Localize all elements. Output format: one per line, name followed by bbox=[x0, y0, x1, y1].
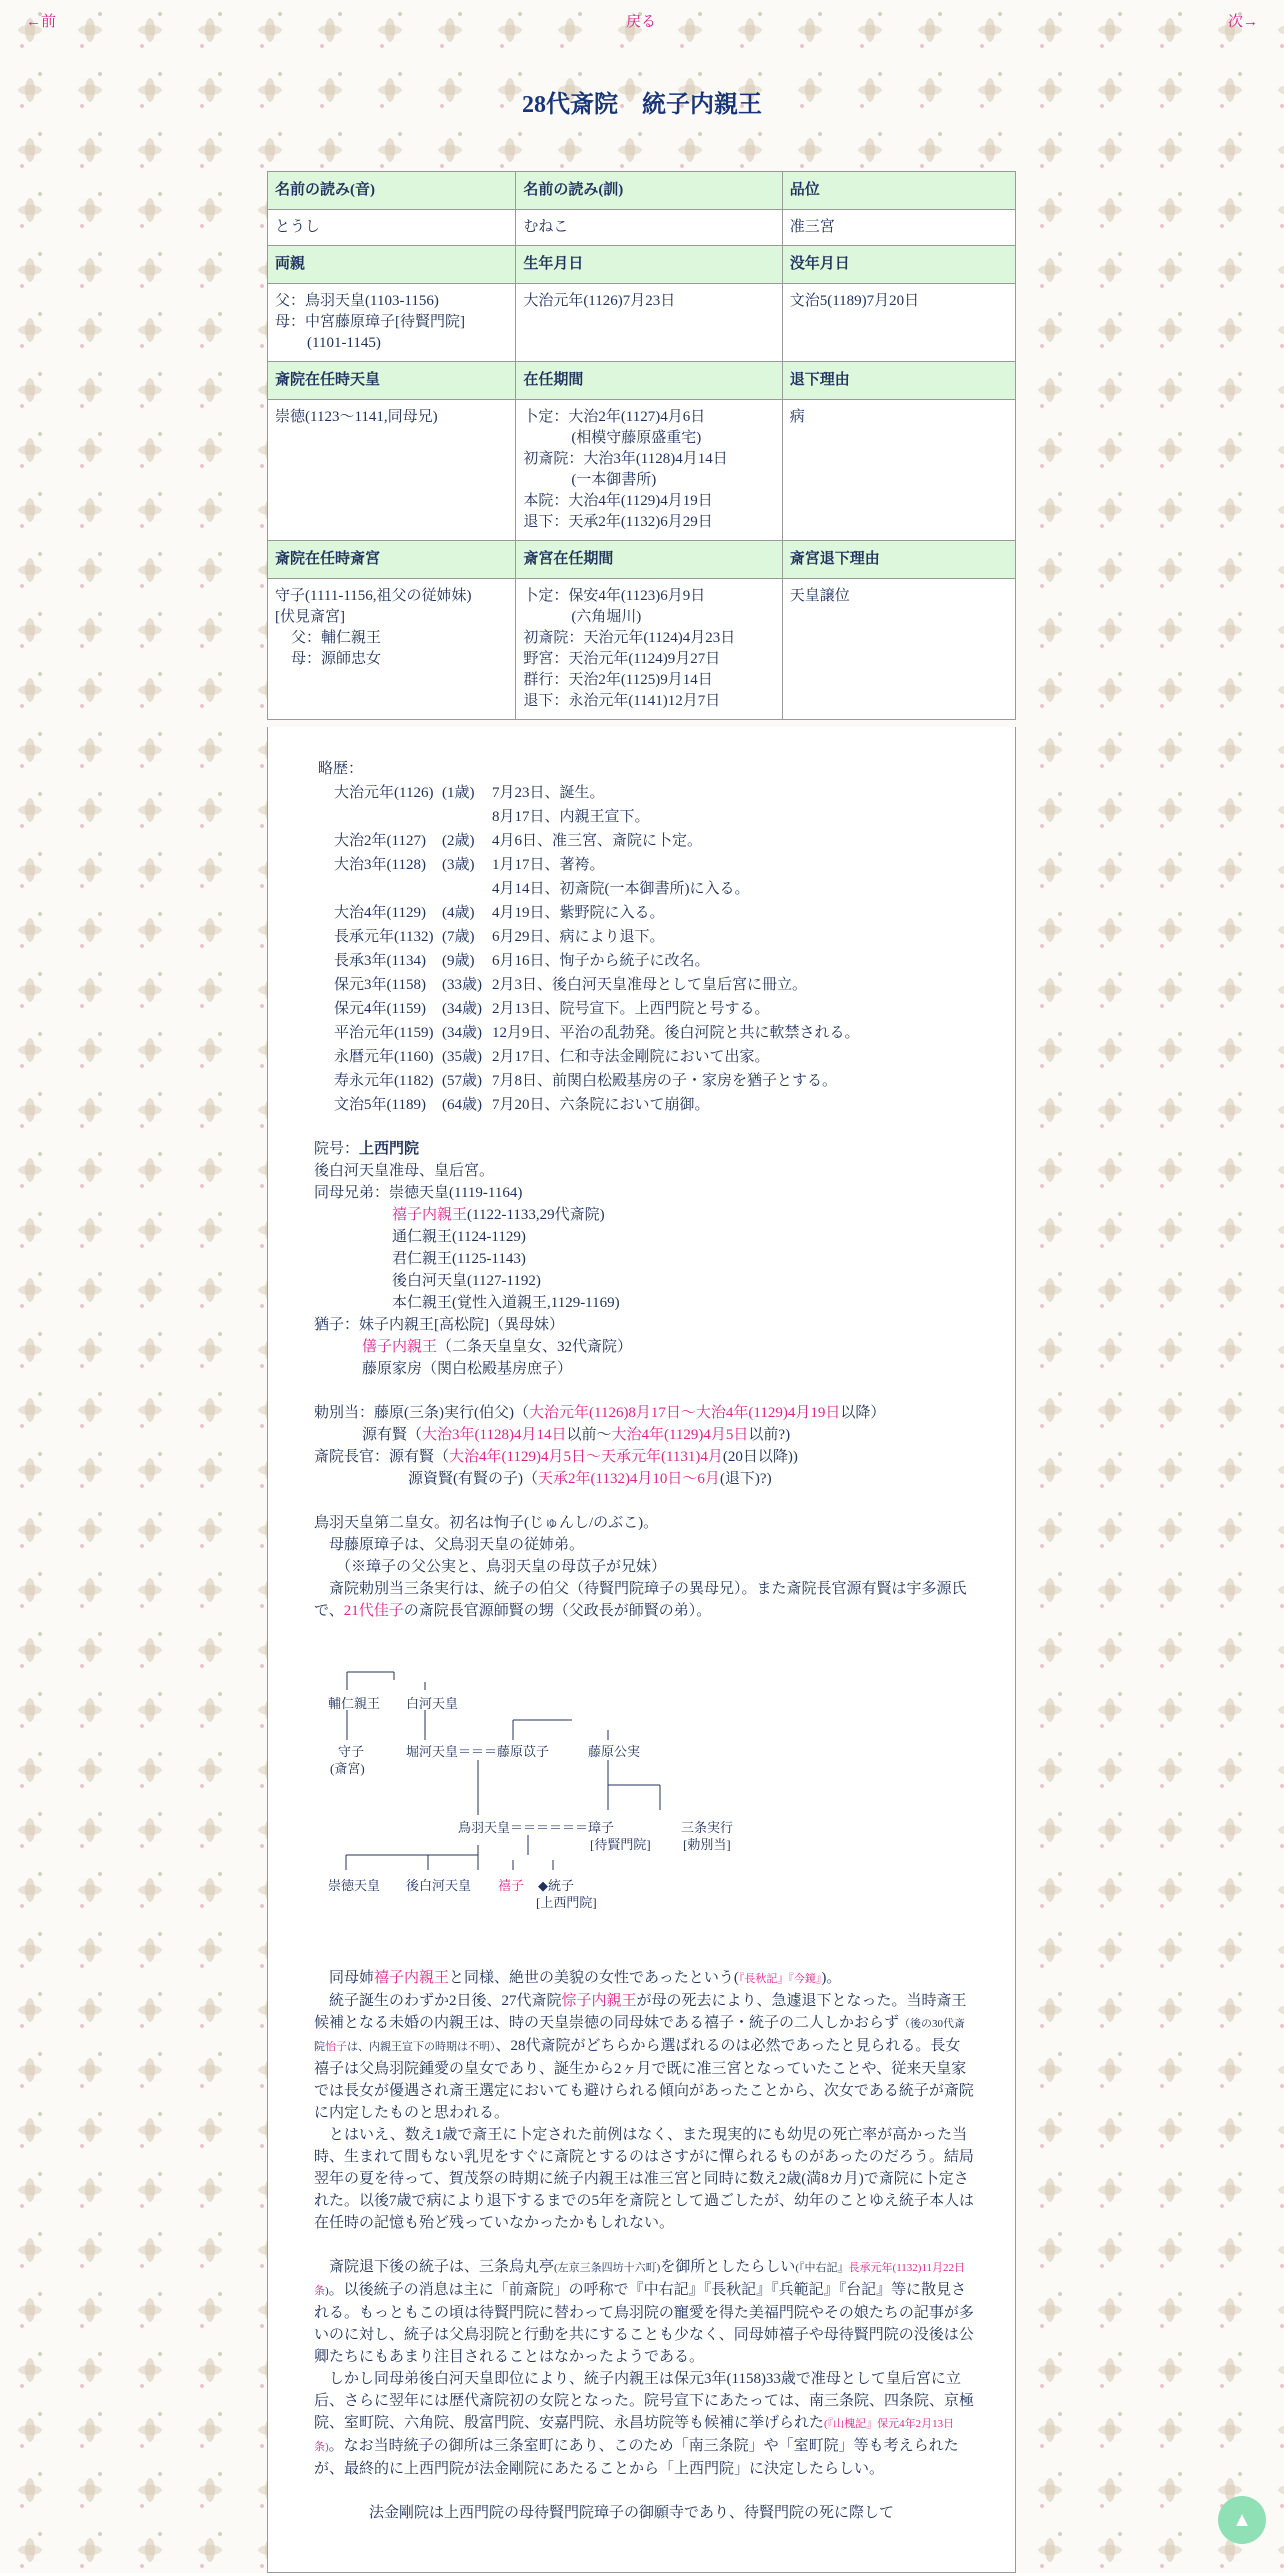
history-row bbox=[334, 998, 994, 1022]
period-line: 退下：天承2年(1132)6月29日 bbox=[523, 514, 713, 530]
sibling: 本仁親王(覚性入道親王,1129-1169) bbox=[392, 1295, 620, 1311]
saigu-line: 母：源師忠女 bbox=[291, 651, 382, 667]
intro-text: の斎院長官源師賢の甥（父政長が師賢の弟）。 bbox=[403, 1603, 712, 1619]
tree-node: 輔仁親王 bbox=[328, 1696, 381, 1711]
history-event: 7月23日、誕生。 bbox=[492, 785, 605, 801]
para-source: 『長秋記』『今鏡』 bbox=[738, 1973, 822, 1985]
para-3: とはいえ、数え1歳で斎王に卜定された前例はなく、また現実的にも幼児の死亡率が高かった当時、生まれて間もない乳児をすぐに斎院とするのはさすがに憚られるものがあったのだろう。結局翌年の夏を待って、賀茂祭の時期に統子内親王は准三宮と同時に数え2歳(満8カ月)で斎院に卜定された。以後7歳で病により退下するまでの5年を斎院として過ごしたが、幼年のことゆえ統子本人は在任時の記憶も殆ど残っていなかったかもしれない。 bbox=[314, 2127, 975, 2231]
tree-node: 三条実行 bbox=[681, 1820, 734, 1835]
betto-line-1 bbox=[314, 1402, 974, 1424]
tree-node: 藤原公実 bbox=[588, 1744, 641, 1759]
betto-line-3 bbox=[314, 1446, 974, 1468]
history-year: 大治2年(1127) bbox=[334, 833, 426, 849]
betto-line-4 bbox=[314, 1468, 974, 1490]
intro-link: 21代佳子 bbox=[343, 1603, 404, 1619]
history-age: (35歳) bbox=[442, 1049, 482, 1065]
name-on-value: とうし bbox=[268, 210, 516, 246]
betto-line-2 bbox=[314, 1424, 974, 1446]
yushi-highlight: 僐子内親王 bbox=[362, 1339, 438, 1355]
betto-text: 源有賢（ bbox=[362, 1427, 423, 1443]
arrow-up-icon: ▲ bbox=[1232, 2509, 1252, 2531]
para-note: （後の30代斎院 bbox=[314, 2018, 966, 2053]
para-source: 長承元年(1132)11月22日条 bbox=[314, 2262, 966, 2297]
para-5 bbox=[314, 2368, 974, 2480]
history-age: (3歳) bbox=[442, 857, 475, 873]
betto-text: 以前?) bbox=[748, 1427, 791, 1443]
back-link[interactable]: 戻る bbox=[626, 14, 657, 30]
betto-date: 大治元年(1126)8月17日～大治4年(1129)4月19日 bbox=[529, 1405, 841, 1421]
betto-text: (20日以降)) bbox=[722, 1449, 798, 1465]
saigu-period-line: 野宮：天治元年(1124)9月27日 bbox=[523, 651, 721, 667]
history-event: 6月16日、恂子から統子に改名。 bbox=[492, 953, 710, 969]
history-age: (9歳) bbox=[442, 953, 475, 969]
period-line: (一本御書所) bbox=[571, 472, 657, 488]
period-line: 初斎院：大治3年(1128)4月14日 bbox=[523, 451, 728, 467]
history-age: (1歳) bbox=[442, 785, 475, 801]
betto-date: 天承2年(1132)4月10日～6月 bbox=[538, 1471, 720, 1487]
period-line: 卜定：大治2年(1127)4月6日 bbox=[523, 409, 706, 425]
rank-value: 准三宮 bbox=[782, 210, 1015, 246]
history-age: (7歳) bbox=[442, 929, 475, 945]
tree-node: [勅別当] bbox=[683, 1837, 731, 1852]
header-emperor: 斎院在任時天皇 bbox=[268, 362, 516, 400]
history-age: (64歳) bbox=[442, 1097, 482, 1113]
para-2 bbox=[314, 1990, 974, 2124]
history-age: (2歳) bbox=[442, 833, 475, 849]
genealogy-chart bbox=[268, 1660, 968, 1940]
history-row bbox=[334, 1022, 994, 1046]
betto-text: 源有賢（ bbox=[389, 1449, 450, 1465]
para-text: 、28代斎院がどちらから選ばれるのは必然であったと見られる。長女禧子は父鳥羽院鍾愛の皇女であり、誕生から2ヶ月で既に准三宮となっていたことや、従来天皇家では長女が優遇され斎王選定においても避けられる傾向があったことから、次女である統子が斎院に内定したものと思われる。 bbox=[314, 2038, 974, 2121]
intro-p3: （※璋子の父公実と、鳥羽天皇の母苡子が兄妹） bbox=[336, 1559, 667, 1575]
history-row bbox=[334, 950, 994, 974]
page-title: 28代斎院 統子内親王 bbox=[522, 92, 762, 118]
intro-text: 斎院勅別当三条実行は、統子の伯父（待賢門院璋子の異母兄）。また斎院長官源有賢は宇多源氏で、 bbox=[314, 1581, 967, 1619]
tree-node: (斎宮) bbox=[330, 1761, 365, 1776]
header-saigu: 斎院在任時斎宮 bbox=[268, 541, 516, 579]
betto-date: 大治3年(1128)4月14日 bbox=[422, 1427, 567, 1443]
birth-value: 大治元年(1126)7月23日 bbox=[516, 284, 782, 362]
history-row bbox=[334, 1070, 994, 1094]
scroll-top-button[interactable] bbox=[1218, 2496, 1266, 2544]
ingo-line bbox=[314, 1138, 974, 1160]
history-year: 永暦元年(1160) bbox=[334, 1049, 434, 1065]
sibling bbox=[314, 1204, 974, 1226]
yushi-note: （二条天皇皇女、32代斎院） bbox=[437, 1339, 633, 1355]
ingo-value: 上西門院 bbox=[359, 1141, 420, 1157]
history-row bbox=[334, 926, 994, 950]
yushi-item: 藤原家房（関白松殿基房庶子） bbox=[362, 1361, 573, 1377]
saigu-period-value bbox=[516, 579, 782, 720]
header-death: 没年月日 bbox=[782, 246, 1015, 284]
para-text: を御所としたらしい bbox=[660, 2259, 796, 2275]
biography-text bbox=[314, 1967, 974, 2524]
history-event: 12月9日、平治の乱勃発。後白河院と共に軟禁される。 bbox=[492, 1025, 860, 1041]
history-row bbox=[334, 830, 994, 854]
ingo-label: 院号： bbox=[314, 1141, 360, 1157]
header-saigu-reason: 斎宮退下理由 bbox=[782, 541, 1015, 579]
history-event: 1月17日、著袴。 bbox=[492, 857, 605, 873]
history-label: 略歴： bbox=[318, 761, 364, 777]
header-name-kun: 名前の読み(訓) bbox=[516, 172, 782, 210]
siblings-line bbox=[314, 1182, 974, 1204]
reason-value: 病 bbox=[782, 400, 1015, 541]
betto-section bbox=[314, 1402, 974, 1490]
header-period: 在任期間 bbox=[516, 362, 782, 400]
emperor-value: 崇徳(1123～1141,同母兄) bbox=[268, 400, 516, 541]
intro-p4 bbox=[314, 1578, 974, 1622]
sibling: 崇徳天皇(1119-1164) bbox=[389, 1185, 523, 1201]
siblings-label: 同母兄弟： bbox=[314, 1185, 390, 1201]
para-note: ) bbox=[325, 2285, 329, 2297]
tree-node: 守子 bbox=[338, 1744, 365, 1759]
betto-text: 以前～ bbox=[566, 1427, 612, 1443]
betto-date: 大治4年(1129)4月5日 bbox=[611, 1427, 749, 1443]
history-year: 平治元年(1159) bbox=[334, 1025, 434, 1041]
history-row bbox=[334, 1094, 994, 1118]
betto-date: 大治4年(1129)4月5日～天承元年(1131)4月 bbox=[449, 1449, 723, 1465]
para-text: が母の死去により、急遽退下となった。当時斎王候補となる未婚の内親王は、時の天皇崇徳の同母妹である禧子・統子の二人しかおらず bbox=[314, 1993, 967, 2031]
betto-text: 源資賢(有賢の子)（ bbox=[408, 1471, 538, 1487]
tree-node: ◆統子 bbox=[538, 1878, 574, 1893]
prev-link[interactable]: ←前 bbox=[26, 14, 57, 30]
sibling: 君仁親王(1125-1143) bbox=[392, 1251, 526, 1267]
para-link: 悰子内親王 bbox=[561, 1993, 637, 2009]
tree-node: 堀河天皇＝＝＝藤原苡子 bbox=[406, 1744, 550, 1759]
history-age: (57歳) bbox=[442, 1073, 482, 1089]
intro-p1: 鳥羽天皇第二皇女。初名は恂子(じゅんし/のぶこ)。 bbox=[314, 1515, 659, 1531]
sibling: 後白河天皇(1127-1192) bbox=[392, 1273, 541, 1289]
parents-value bbox=[268, 284, 516, 362]
father: 父：鳥羽天皇(1103-1156) bbox=[275, 293, 439, 309]
yushi-item bbox=[314, 1336, 974, 1358]
history-section bbox=[314, 758, 974, 782]
header-reason: 退下理由 bbox=[782, 362, 1015, 400]
history-event: 7月8日、前関白松殿基房の子・家房を猶子とする。 bbox=[492, 1073, 838, 1089]
history-event: 4月6日、准三宮、斎院に卜定。 bbox=[492, 833, 703, 849]
header-name-on: 名前の読み(音) bbox=[268, 172, 516, 210]
tree-node: 禧子 bbox=[498, 1878, 525, 1893]
main-body bbox=[267, 727, 1016, 2573]
yushi-item: 妹子内親王[高松院]（異母妹） bbox=[359, 1317, 565, 1333]
history-age: (34歳) bbox=[442, 1001, 482, 1017]
para-4 bbox=[314, 2256, 974, 2368]
history-year: 長承元年(1132) bbox=[334, 929, 434, 945]
saigu-line: 父：輔仁親王 bbox=[291, 630, 382, 646]
history-year: 大治元年(1126) bbox=[334, 785, 434, 801]
period-line: 本院：大治4年(1129)4月19日 bbox=[523, 493, 713, 509]
para-text: )。 bbox=[821, 1970, 842, 1986]
para-1 bbox=[314, 1967, 974, 1990]
betto-label: 勅別当： bbox=[314, 1405, 375, 1421]
para-link: 怡子 bbox=[325, 2041, 347, 2053]
sibling-highlight: 禧子内親王 bbox=[392, 1207, 468, 1223]
header-parents: 両親 bbox=[268, 246, 516, 284]
tree-node: 白河天皇 bbox=[406, 1696, 459, 1711]
history-event: 8月17日、内親王宣下。 bbox=[492, 809, 650, 825]
betto-text: 以降） bbox=[840, 1405, 886, 1421]
history-row bbox=[334, 878, 994, 902]
tree-node: 崇徳天皇 bbox=[328, 1878, 381, 1893]
period-line: (相模守藤原盛重宅) bbox=[571, 430, 702, 446]
para-text: 同母姉 bbox=[329, 1970, 375, 1986]
history-row bbox=[334, 902, 994, 926]
para-link: 禧子内親王 bbox=[374, 1970, 450, 1986]
para-text: 斎院退下後の統子は、三条烏丸亭 bbox=[329, 2259, 555, 2275]
para-text: と同様、絶世の美貌の女性であったという( bbox=[449, 1970, 739, 1986]
tree-node: 後白河天皇 bbox=[406, 1878, 472, 1893]
history-row bbox=[334, 782, 994, 806]
intro-section bbox=[314, 1512, 974, 1622]
intro-p2: 母藤原璋子は、父鳥羽天皇の従姉弟。 bbox=[329, 1537, 585, 1553]
header-rank: 品位 bbox=[782, 172, 1015, 210]
betto-label: 斎院長官： bbox=[314, 1449, 390, 1465]
para-text: しかし同母弟後白河天皇即位により、統子内親王は保元3年(1158)33歳で准母として皇后宮に立后、さらに翌年には歴代斎院初の女院となった。院号宣下にあたっては、南三条院、四条院、京極院、室町院、六角院、殷富門院、安嘉門院、永昌坊院等も候補に挙げられた bbox=[314, 2371, 975, 2431]
saigu-period-line: (六角堀川) bbox=[571, 609, 642, 625]
history-event: 2月13日、院号宣下。上西門院と号する。 bbox=[492, 1001, 770, 1017]
history-row bbox=[334, 974, 994, 998]
history-age: (34歳) bbox=[442, 1025, 482, 1041]
saigu-reason-value: 天皇譲位 bbox=[782, 579, 1015, 720]
history-event: 2月3日、後白河天皇准母として皇后宮に冊立。 bbox=[492, 977, 808, 993]
history-row bbox=[334, 854, 994, 878]
history-event: 4月19日、紫野院に入る。 bbox=[492, 905, 665, 921]
history-event: 6月29日、病により退下。 bbox=[492, 929, 665, 945]
header-saigu-period: 斎宮在任期間 bbox=[516, 541, 782, 579]
para-source: (『山槐記』保元4年2月13日条) bbox=[314, 2418, 955, 2453]
header-birth: 生年月日 bbox=[516, 246, 782, 284]
tree-node: [上西門院] bbox=[536, 1895, 597, 1910]
saigu-period-line: 群行：天治2年(1125)9月14日 bbox=[523, 672, 713, 688]
para-text: 統子誕生のわずか2日後、27代斎院 bbox=[329, 1993, 562, 2009]
para-text: 。なお当時統子の御所は三条室町にあり、このため「南三条院」や「室町院」等も考えられたが、最終的に上西門院が法金剛院にあたることから「上西門院」に決定したらしい。 bbox=[314, 2438, 959, 2477]
history-event: 7月20日、六条院において崩御。 bbox=[492, 1097, 710, 1113]
sibling-note: (1122-1133,29代斎院) bbox=[467, 1207, 605, 1223]
tree-node: 鳥羽天皇＝＝＝＝＝＝璋子 bbox=[458, 1820, 615, 1835]
history-age: (33歳) bbox=[442, 977, 482, 993]
sibling: 通仁親王(1124-1129) bbox=[392, 1229, 526, 1245]
history-year: 保元4年(1159) bbox=[334, 1001, 426, 1017]
history-list bbox=[334, 782, 994, 1118]
history-event: 2月17日、仁和寺法金剛院において出家。 bbox=[492, 1049, 770, 1065]
yushi-label: 猶子： bbox=[314, 1317, 360, 1333]
history-year: 寿永元年(1182) bbox=[334, 1073, 434, 1089]
history-year: 長承3年(1134) bbox=[334, 953, 426, 969]
saigu-line: 守子(1111-1156,祖父の従姉妹) bbox=[275, 588, 472, 604]
para-6: 法金剛院は上西門院の母待賢門院璋子の御願寺であり、待賢門院の死に際して bbox=[369, 2505, 895, 2521]
history-event: 4月14日、初斎院(一本御書所)に入る。 bbox=[492, 881, 750, 897]
history-year: 大治3年(1128) bbox=[334, 857, 426, 873]
ingo-description: 後白河天皇准母、皇后宮。 bbox=[314, 1163, 495, 1179]
betto-text: 藤原(三条)実行(伯父)（ bbox=[374, 1405, 529, 1421]
death-value: 文治5(1189)7月20日 bbox=[782, 284, 1015, 362]
history-row bbox=[334, 1046, 994, 1070]
info-table bbox=[267, 171, 1016, 720]
saigu-line: [伏見斎宮] bbox=[275, 609, 345, 625]
saigu-period-line: 初斎院：天治元年(1124)4月23日 bbox=[523, 630, 736, 646]
yushi-line bbox=[314, 1314, 974, 1336]
ingo-section bbox=[314, 1138, 974, 1380]
mother-years: (1101-1145) bbox=[307, 335, 381, 351]
history-age: (4歳) bbox=[442, 905, 475, 921]
para-note: (左京三条四坊十六町) bbox=[554, 2262, 661, 2274]
history-year: 大治4年(1129) bbox=[334, 905, 426, 921]
saigu-period-line: 退下：永治元年(1141)12月7日 bbox=[523, 693, 721, 709]
name-kun-value: むねこ bbox=[516, 210, 782, 246]
para-note: は、内親王宣下の時期は不明） bbox=[347, 2041, 496, 2053]
betto-text: (退下)?) bbox=[719, 1471, 772, 1487]
tree-node: [待賢門院] bbox=[590, 1837, 651, 1852]
history-year: 文治5年(1189) bbox=[334, 1097, 426, 1113]
saigu-value bbox=[268, 579, 516, 720]
history-row bbox=[334, 806, 994, 830]
period-value bbox=[516, 400, 782, 541]
history-year: 保元3年(1158) bbox=[334, 977, 426, 993]
next-link[interactable]: 次→ bbox=[1227, 14, 1258, 30]
para-note: (『中右記』 bbox=[795, 2262, 849, 2274]
mother: 母：中宮藤原璋子[待賢門院] bbox=[275, 314, 465, 330]
para-text: 。以後統子の消息は主に「前斎院」の呼称で『中右記』『長秋記』『兵範記』『台記』等に散見される。もっともこの頃は待賢門院に替わって鳥羽院の寵愛を得た美福門院やその娘たちの記事が多いのに対し、統子は父鳥羽院と行動を共にすることも少なく、同母姉禧子や母待賢門院の没後は公卿たちにもあまり注目されることはなかったようである。 bbox=[314, 2282, 974, 2365]
saigu-period-line: 卜定：保安4年(1123)6月9日 bbox=[523, 588, 706, 604]
